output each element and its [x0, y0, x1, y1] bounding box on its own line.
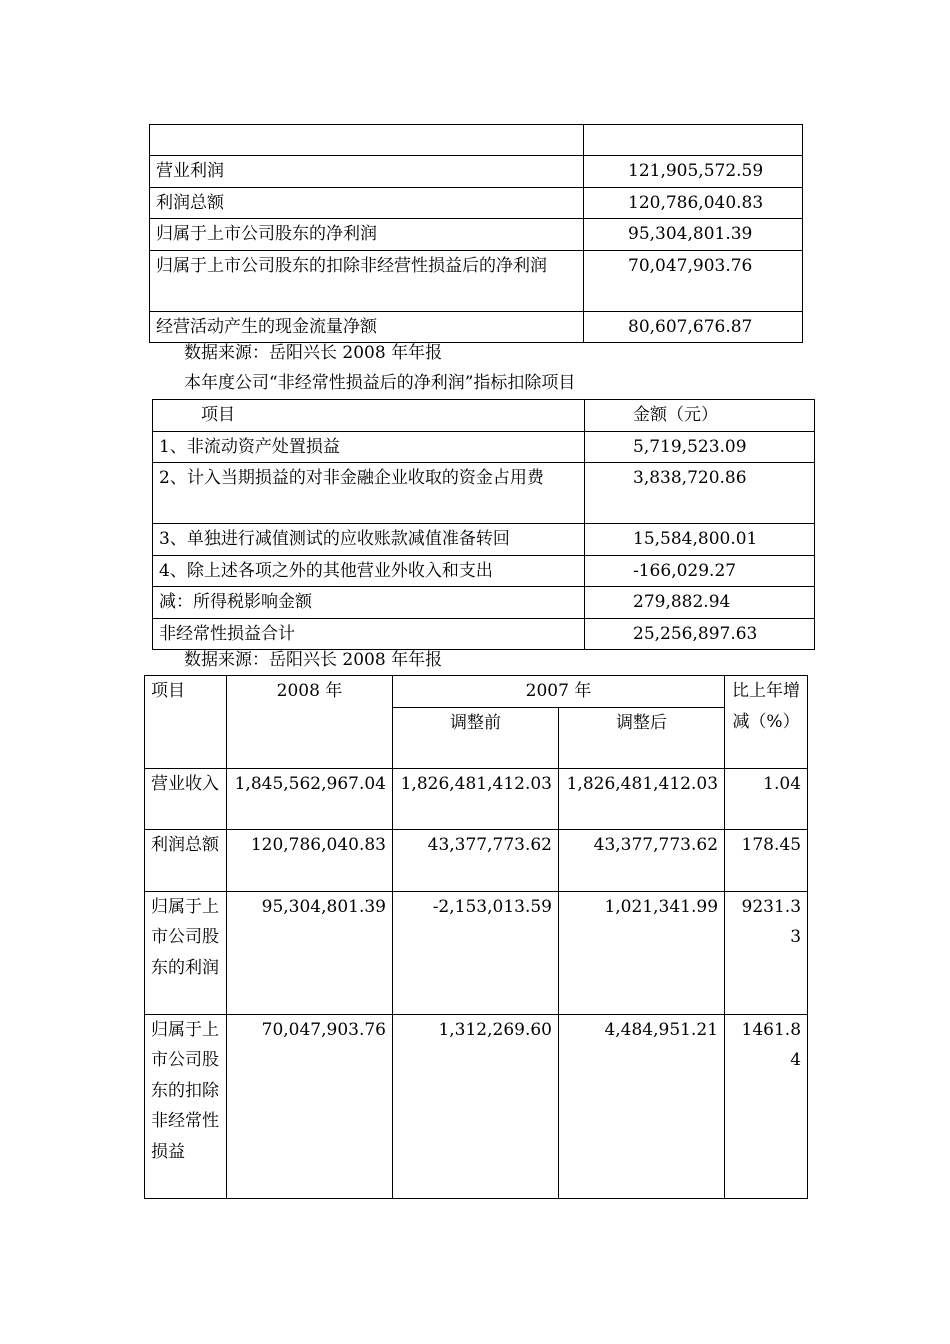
row-value: 70,047,903.76	[584, 250, 803, 311]
row-value: 80,607,676.87	[584, 311, 803, 343]
header-cell	[150, 125, 584, 156]
row-label: 利润总额	[145, 829, 227, 891]
row-value-2008: 120,786,040.83	[227, 829, 393, 891]
row-label: 营业利润	[150, 156, 584, 188]
row-label: 3、单独进行减值测试的应收账款减值准备转回	[153, 524, 585, 556]
table-row	[145, 829, 808, 891]
table-row	[153, 555, 815, 587]
row-value-after: 4,484,951.21	[559, 1014, 725, 1198]
row-value-before: 1,312,269.60	[393, 1014, 559, 1198]
row-value-before: -2,153,013.59	[393, 891, 559, 1014]
row-value-before: 1,826,481,412.03	[393, 768, 559, 829]
non-recurring-items-table	[152, 399, 815, 650]
row-value-change: 1461.84	[725, 1014, 808, 1198]
row-value: 5,719,523.09	[585, 431, 815, 463]
section-title: 本年度公司“非经常性损益后的净利润”指标扣除项目	[184, 373, 576, 393]
table-header-row	[153, 400, 815, 432]
row-label: 归属于上市公司股东的净利润	[150, 219, 584, 251]
header-2008: 2008 年	[227, 676, 393, 769]
data-source-note: 数据来源：岳阳兴长 2008 年年报	[184, 650, 443, 670]
row-value: -166,029.27	[585, 555, 815, 587]
header-2007: 2007 年	[393, 676, 725, 708]
row-value-2008: 70,047,903.76	[227, 1014, 393, 1198]
table-row	[145, 768, 808, 829]
table-row	[150, 219, 803, 251]
table-row	[150, 187, 803, 219]
row-value: 121,905,572.59	[584, 156, 803, 188]
row-value-change: 1.04	[725, 768, 808, 829]
table-row	[153, 431, 815, 463]
table-header-row	[150, 125, 803, 156]
financial-summary-table	[149, 124, 803, 343]
row-value: 279,882.94	[585, 587, 815, 619]
table-row	[145, 1014, 808, 1198]
row-label: 归属于上市公司股东的扣除非经营性损益后的净利润	[150, 250, 584, 311]
header-item: 项目	[153, 400, 585, 432]
header-after: 调整后	[559, 707, 725, 768]
comparison-table	[144, 675, 808, 1199]
table-header-row	[145, 676, 808, 708]
table-row	[153, 463, 815, 524]
row-label: 利润总额	[150, 187, 584, 219]
table-row	[145, 891, 808, 1014]
row-label: 减：所得税影响金额	[153, 587, 585, 619]
header-cell	[584, 125, 803, 156]
row-label: 归属于上市公司股东的扣除非经常性损益	[145, 1014, 227, 1198]
table-row	[153, 587, 815, 619]
row-label: 1、非流动资产处置损益	[153, 431, 585, 463]
header-item: 项目	[145, 676, 227, 769]
table-row	[153, 524, 815, 556]
row-label: 非经常性损益合计	[153, 618, 585, 650]
table-row	[150, 156, 803, 188]
header-amount: 金额（元）	[585, 400, 815, 432]
row-value-2008: 95,304,801.39	[227, 891, 393, 1014]
row-label: 4、除上述各项之外的其他营业外收入和支出	[153, 555, 585, 587]
row-label: 归属于上市公司股东的利润	[145, 891, 227, 1014]
row-value: 3,838,720.86	[585, 463, 815, 524]
row-value: 120,786,040.83	[584, 187, 803, 219]
row-value-change: 178.45	[725, 829, 808, 891]
header-before: 调整前	[393, 707, 559, 768]
row-value-before: 43,377,773.62	[393, 829, 559, 891]
row-value: 95,304,801.39	[584, 219, 803, 251]
row-label: 2、计入当期损益的对非金融企业收取的资金占用费	[153, 463, 585, 524]
header-change: 比上年增减（%）	[725, 676, 808, 769]
row-value-after: 43,377,773.62	[559, 829, 725, 891]
row-value-2008: 1,845,562,967.04	[227, 768, 393, 829]
row-value-after: 1,826,481,412.03	[559, 768, 725, 829]
data-source-note: 数据来源：岳阳兴长 2008 年年报	[184, 343, 443, 363]
table-row	[150, 250, 803, 311]
row-value-after: 1,021,341.99	[559, 891, 725, 1014]
row-value-change: 9231.33	[725, 891, 808, 1014]
row-value: 15,584,800.01	[585, 524, 815, 556]
row-value: 25,256,897.63	[585, 618, 815, 650]
row-label: 经营活动产生的现金流量净额	[150, 311, 584, 343]
row-label: 营业收入	[145, 768, 227, 829]
